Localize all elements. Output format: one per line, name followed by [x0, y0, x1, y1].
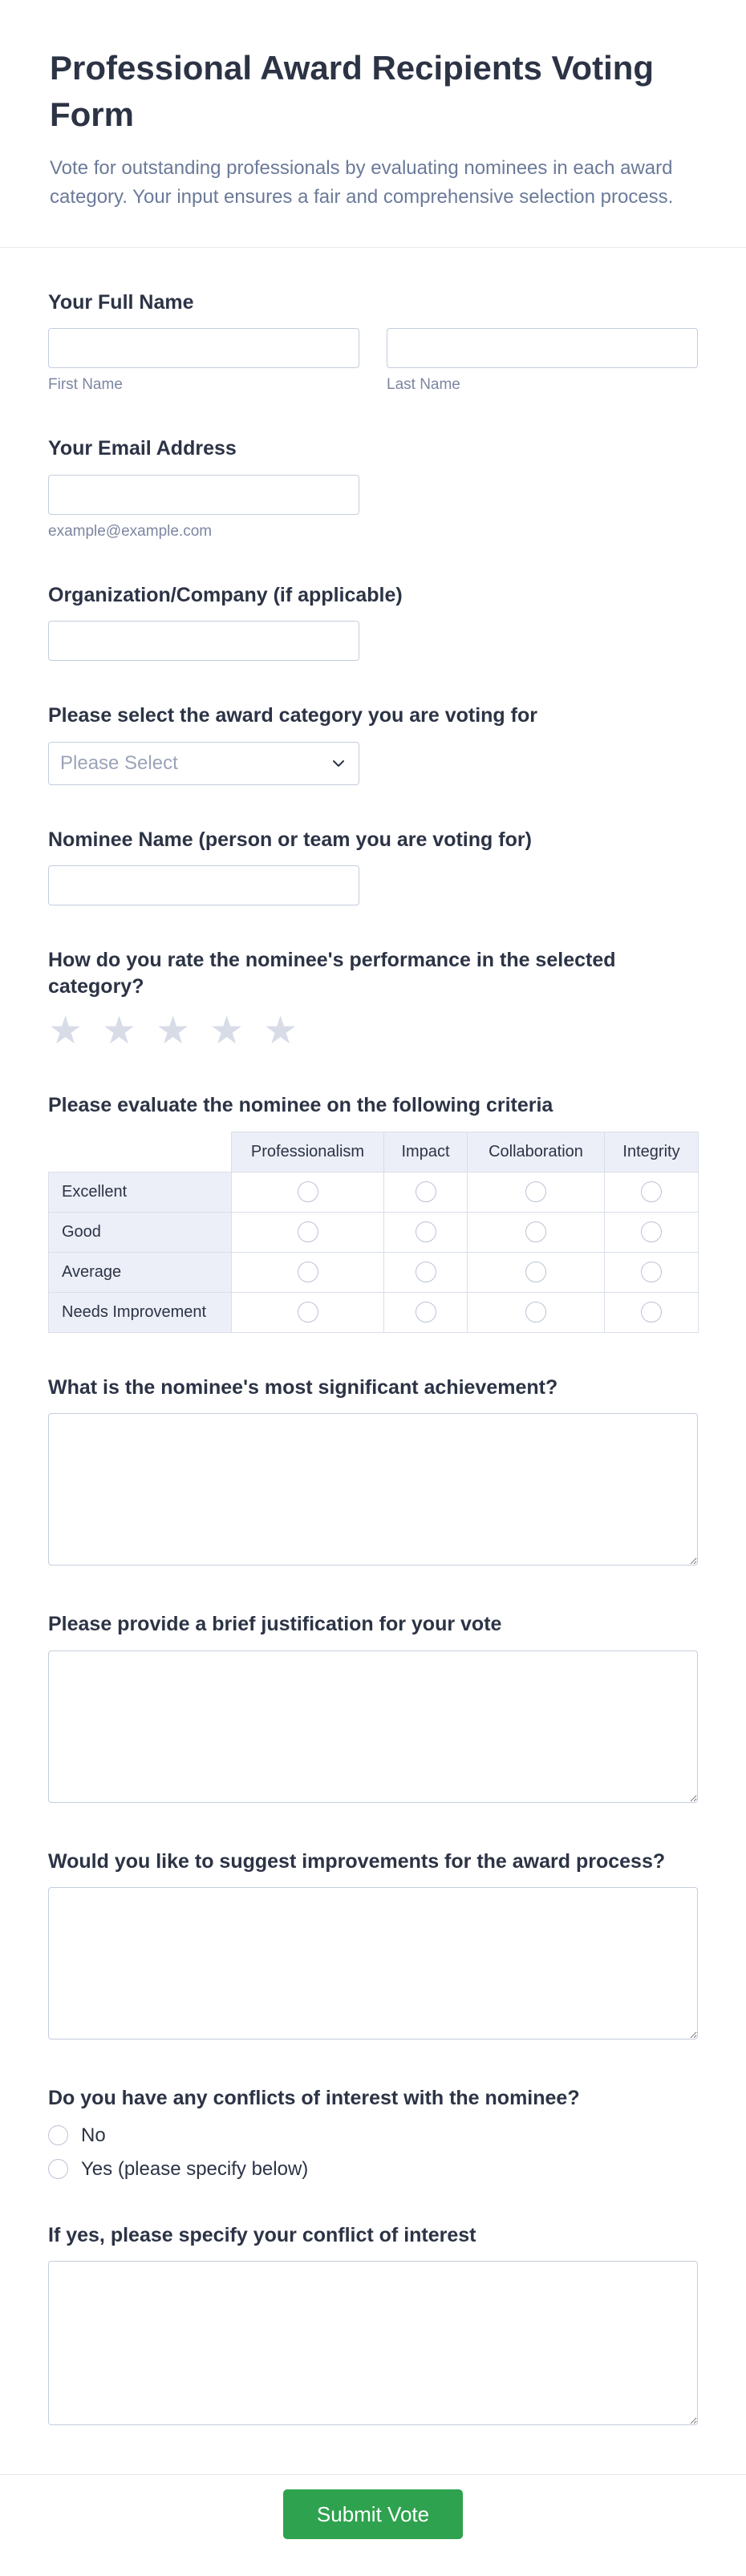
table-row [49, 1212, 699, 1252]
question-justification [48, 1611, 698, 1807]
star-icon[interactable]: ★ [209, 1010, 245, 1053]
organization-label: Organization/Company (if applicable) [48, 583, 403, 606]
question-category [48, 703, 698, 785]
matrix-col-header: Impact [384, 1132, 468, 1172]
category-select[interactable] [48, 742, 359, 785]
first-name-sublabel: First Name [48, 376, 123, 394]
last-name-group [387, 328, 698, 394]
justification-label: Please provide a brief justification for your vote [48, 1613, 502, 1636]
matrix-corner-cell [49, 1132, 232, 1172]
page-title: Professional Award Recipients Voting Form [50, 49, 655, 133]
matrix-radio[interactable] [416, 1262, 436, 1282]
achievement-textarea[interactable] [48, 1413, 698, 1565]
conflict-yes-label: Yes (please specify below) [81, 2157, 309, 2180]
question-conflict-detail [48, 2222, 698, 2430]
table-row [49, 1172, 699, 1212]
matrix-table [48, 1132, 699, 1333]
matrix-row-label: Excellent [49, 1172, 232, 1212]
matrix-row-label: Average [49, 1252, 232, 1292]
table-row [49, 1252, 699, 1292]
matrix-row-label: Needs Improvement [49, 1292, 232, 1332]
email-input[interactable] [48, 475, 359, 515]
matrix-radio[interactable] [525, 1181, 546, 1202]
last-name-sublabel: Last Name [387, 376, 460, 394]
question-nominee [48, 827, 698, 906]
submit-button[interactable]: Submit Vote [283, 2489, 463, 2539]
conflict-yes-radio[interactable] [48, 2159, 68, 2179]
star-icon[interactable]: ★ [102, 1010, 137, 1053]
justification-textarea[interactable] [48, 1651, 698, 1803]
matrix-col-header: Collaboration [468, 1132, 605, 1172]
question-full-name [48, 290, 698, 395]
matrix-radio[interactable] [298, 1302, 318, 1322]
email-sublabel: example@example.com [48, 522, 213, 540]
star-icon[interactable]: ★ [48, 1010, 83, 1053]
full-name-label: Your Full Name [48, 290, 194, 314]
conflict-radio-group [48, 2124, 698, 2181]
nominee-input[interactable] [48, 865, 359, 905]
question-email [48, 435, 698, 541]
conflict-detail-textarea[interactable] [48, 2261, 698, 2425]
star-icon[interactable]: ★ [156, 1010, 191, 1053]
submit-section [48, 2474, 698, 2576]
matrix-radio[interactable] [298, 1262, 318, 1282]
conflict-detail-label: If yes, please specify your conflict of interest [48, 2223, 476, 2246]
name-row [48, 328, 698, 394]
conflict-option-no[interactable] [48, 2124, 698, 2147]
matrix-radio[interactable] [641, 1181, 662, 1202]
nominee-label: Nominee Name (person or team you are voting for) [48, 828, 532, 851]
question-improvements [48, 1849, 698, 2044]
question-conflict [48, 2085, 698, 2181]
achievement-label: What is the nominee's most significant achievement? [48, 1375, 558, 1399]
matrix-radio[interactable] [641, 1262, 662, 1282]
category-label: Please select the award category you are voting for [48, 704, 537, 727]
matrix-radio[interactable] [525, 1262, 546, 1282]
last-name-input[interactable] [387, 328, 698, 368]
matrix-radio[interactable] [416, 1181, 436, 1202]
question-achievement [48, 1375, 698, 1570]
matrix-row-label: Good [49, 1212, 232, 1252]
conflict-no-label: No [81, 2124, 106, 2146]
table-row [49, 1292, 699, 1332]
question-rating [48, 947, 698, 1051]
conflict-option-yes[interactable] [48, 2158, 698, 2181]
header-divider [0, 247, 746, 248]
email-label: Your Email Address [48, 437, 237, 460]
matrix-radio[interactable] [416, 1302, 436, 1322]
matrix-radio[interactable] [641, 1221, 662, 1242]
conflict-label: Do you have any conflicts of interest with the nominee? [48, 2087, 580, 2110]
matrix-radio[interactable] [525, 1221, 546, 1242]
question-criteria-matrix [48, 1092, 698, 1333]
matrix-radio[interactable] [525, 1302, 546, 1322]
matrix-radio[interactable] [298, 1221, 318, 1242]
first-name-group [48, 328, 359, 394]
matrix-radio[interactable] [641, 1302, 662, 1322]
criteria-matrix-label: Please evaluate the nominee on the following criteria [48, 1094, 553, 1117]
organization-input[interactable] [48, 621, 359, 661]
submit-row [48, 2475, 698, 2576]
conflict-no-radio[interactable] [48, 2125, 68, 2145]
rating-label: How do you rate the nominee's performance in the selected category? [48, 949, 616, 998]
first-name-input[interactable] [48, 328, 359, 368]
matrix-col-header: Integrity [605, 1132, 699, 1172]
matrix-radio[interactable] [298, 1181, 318, 1202]
category-select-wrap [48, 742, 359, 785]
question-organization [48, 582, 698, 662]
star-icon[interactable]: ★ [263, 1010, 298, 1053]
matrix-col-header: Professionalism [232, 1132, 384, 1172]
matrix-radio[interactable] [416, 1221, 436, 1242]
star-rating [48, 1012, 698, 1051]
improvements-label: Would you like to suggest improvements for the award process? [48, 1849, 666, 1873]
form-subtitle: Vote for outstanding professionals by evaluating nominees in each award category. Your input ensures a fair and comprehensive selection process. [50, 156, 674, 208]
matrix-header-row [49, 1132, 699, 1172]
form-header [48, 45, 698, 212]
improvements-textarea[interactable] [48, 1887, 698, 2039]
